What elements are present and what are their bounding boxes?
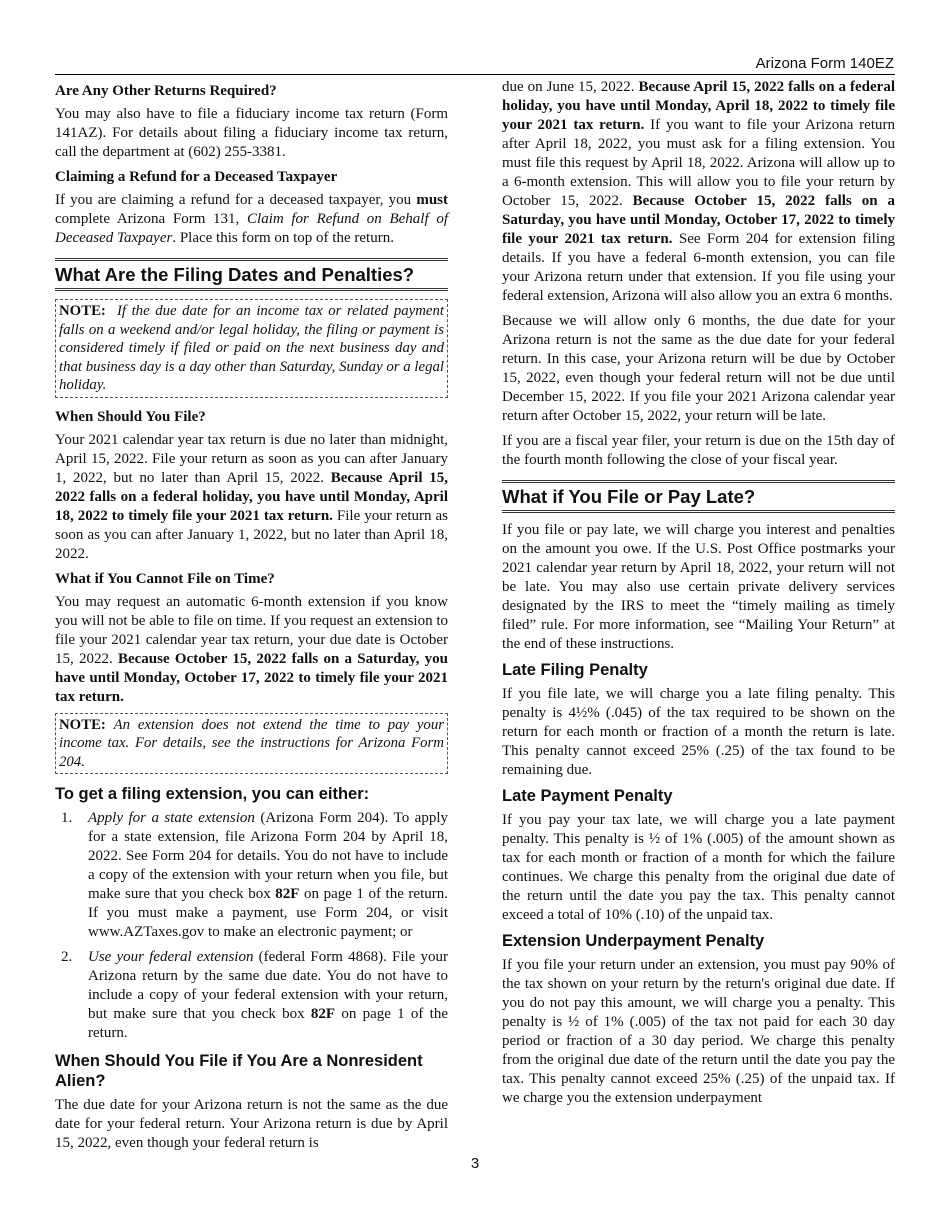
note-text: If the due date for an income tax or related payment falls on a weekend and/or legal holiday, the filing or payment is considered timely if filed or paid on the next business day and that business day is a day other than Saturday, Sunday or a legal holiday. <box>59 303 444 393</box>
other-returns-heading: Are Any Other Returns Required? <box>55 83 277 99</box>
late-payment-text: If you pay your tax late, we will charge you a late payment penalty. This penalty is ½ of 1% (.005) of the amount shown as tax for each month or fraction of a month for which the failure continues. We charge this penalty from the original due date of the return until the date you pay the tax. This penalty cannot exceed a total of 10% (.10) of the unpaid tax. <box>502 812 895 923</box>
note-label: NOTE: <box>59 303 106 319</box>
nonresident-title: When Should You File if You Are a Nonresident Alien? <box>55 1052 423 1090</box>
deceased-heading: Claiming a Refund for a Deceased Taxpayer <box>55 169 338 185</box>
right-column <box>502 78 895 1114</box>
note-box-extension <box>55 713 448 775</box>
other-returns-text: You may also have to file a fiduciary income tax return (Form 141AZ). For details about filing a fiduciary income tax return, call the department at (602) 255-3381. <box>55 106 448 160</box>
extension-options-list <box>55 809 448 1043</box>
late-filing-text: If you file late, we will charge you a late filing penalty. This penalty is 4½% (.045) of the tax required to be shown on the return for each month or fraction of a month the return is late. This penalty cannot exceed 25% (.25) of the tax found to be remaining due. <box>502 686 895 778</box>
late-filing-heading: Late Filing Penalty <box>502 661 648 679</box>
file-pay-late-title: What if You File or Pay Late? <box>502 480 895 513</box>
header-rule <box>55 74 895 75</box>
page-number: 3 <box>470 1155 480 1172</box>
form-label: Arizona Form 140EZ <box>755 55 894 72</box>
fiscal-year-text: If you are a fiscal year filer, your return is due on the 15th day of the fourth month following the close of your fiscal year. <box>502 433 895 468</box>
extension-options-title: To get a filing extension, you can either: <box>55 785 370 803</box>
list-item: 2. Use your federal extension (federal Form 4868). File your Arizona return by the same due date. You do not have to include a copy of your federal extension with your return, but make sure that you check box 82F on page 1 of the return. <box>61 949 448 1041</box>
late-payment-heading: Late Payment Penalty <box>502 787 673 805</box>
extension-underpayment-text: If you file your return under an extension, you must pay 90% of the tax shown on your return by the return's original due date. If you do not pay this amount, we will charge you a penalty. This penalty is ½ of 1% (.005) of the tax not paid for each 30 day period or fraction of a 30 day period. We charge this penalty from the original due date of the return until the date you pay the tax. This penalty cannot exceed 25% (.25) of the unpaid tax. If we charge you the extension underpayment <box>502 957 895 1106</box>
left-column <box>55 78 448 1159</box>
extension-underpayment-heading: Extension Underpayment Penalty <box>502 932 765 950</box>
six-month-text: Because we will allow only 6 months, the due date for your Arizona return is not the same as the due date for your federal return. In this case, your Arizona return will be due by October 15, 2022, even though your federal return will not be due until December 15, 2022. If you file your 2021 Arizona calendar year return after October 15, 2022, your return will be late. <box>502 313 895 424</box>
file-pay-late-text: If you file or pay late, we will charge you interest and penalties on the amount you owe. If the U.S. Post Office postmarks your 2021 calendar year return by April 18, 2022, your return will not be late. You may also use certain private delivery services designated by the IRS to meet the “timely mailing as timely filed” rule. For more information, see “Mailing Your Return” at the end of these instructions. <box>502 522 895 652</box>
cannot-file-text: You may request an automatic 6-month extension if you know you will not be able to file on time. If you request an extension to file your 2021 calendar year tax return, your due date is October 15, 2022. Because October 15, 2022 falls on a Saturday, you have until Monday, October 17, 2022 to timely file your 2021 tax return. <box>55 593 448 705</box>
when-file-heading: When Should You File? <box>55 408 206 425</box>
list-item: 1. Apply for a state extension (Arizona Form 204). To apply for a state extension, file Arizona Form 204 by April 18, 2022. See Form 204 for details. You do not have to include a copy of the extension with your return when you file, but make sure that you check box 82F on page 1 of the return. If you must make a payment, use Form 204, or visit www.AZTaxes.gov to make an electronic payment; or <box>61 810 449 940</box>
note-text: An extension does not extend the time to pay your income tax. For details, see the instructions for Arizona Form 204. <box>59 716 444 770</box>
filing-dates-title: What Are the Filing Dates and Penalties? <box>55 258 448 291</box>
nonresident-text: The due date for your Arizona return is not the same as the due date for your federal return. Your Arizona return is due by April 15, 2022, even though your federal return is <box>55 1097 448 1151</box>
deceased-text: If you are claiming a refund for a deceased taxpayer, you must complete Arizona Form 131, Claim for Refund on Behalf of Deceased Taxpayer. Place this form on top of the return. <box>55 192 448 246</box>
note-label: NOTE: <box>59 716 106 733</box>
when-file-text: Your 2021 calendar year tax return is due no later than midnight, April 15, 2022. File your return as soon as you can after January 1, 2022, but no later than April 15, 2022. Because April 15, 2022 falls on a federal holiday, you have until Monday, April 18, 2022 to timely file your 2021 tax return. File your return as soon as you can after January 1, 2022, but no later than April 18, 2022. <box>55 431 449 562</box>
cannot-file-heading: What if You Cannot File on Time? <box>55 570 275 587</box>
due-date-continued-text: due on June 15, 2022. Because April 15, 2022 falls on a federal holiday, you have until Monday, April 18, 2022 to timely file your 2021 tax return. If you want to file your Arizona return after April 18, 2022, you must ask for a filing extension. You must file this request by April 18, 2022. Arizona will allow up to a 6-month extension. This will allow you to file your return by October 15, 2022. Because October 15, 2022 falls on a Saturday, you have until Monday, October 17, 2022 to timely file your 2021 tax return. See Form 204 for extension filing details. If you have a federal 6-month extension, you can file your Arizona return under that extension. If you file using your federal extension, Arizona will also allow you an extra 6 months. <box>502 79 896 304</box>
note-box-holiday <box>55 299 448 398</box>
